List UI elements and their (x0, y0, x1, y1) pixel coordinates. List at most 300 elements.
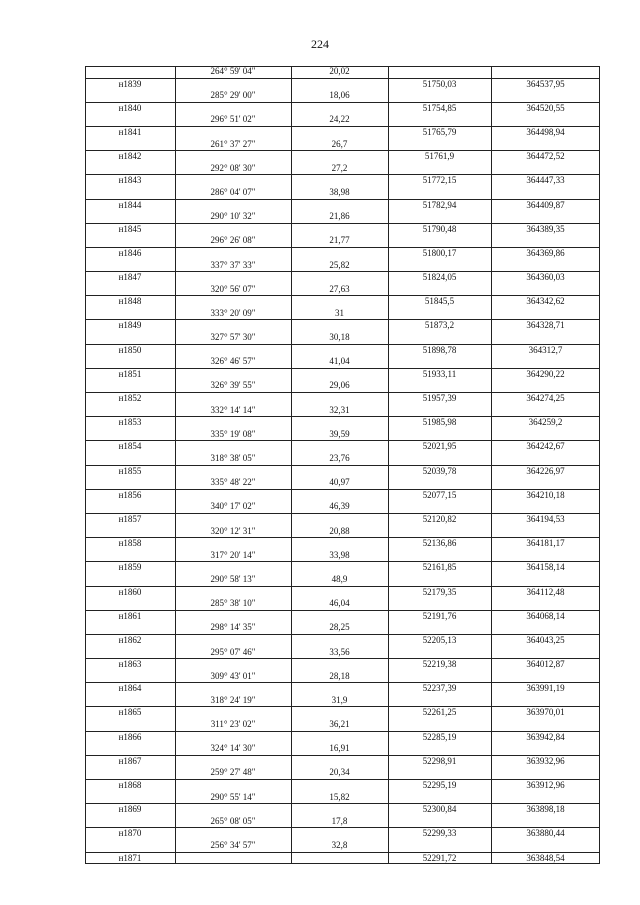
point-name-cell (85, 622, 175, 634)
angle-cell: 318° 24' 19" (210, 694, 256, 705)
x-coordinate-cell: 52161,85 (422, 562, 457, 573)
y-coordinate-cell (491, 356, 600, 368)
table-row-point (85, 586, 600, 599)
x-coordinate-cell (388, 429, 491, 441)
point-name-cell (85, 550, 175, 562)
x-coordinate-cell (388, 308, 491, 320)
x-coordinate-cell: 51782,94 (422, 199, 457, 210)
angle-cell: 333° 20' 09" (210, 307, 256, 318)
table-row-point (85, 537, 600, 550)
distance-cell: 26,7 (331, 138, 348, 149)
x-coordinate-cell: 51898,78 (422, 344, 457, 355)
distance-cell: 46,39 (329, 501, 350, 512)
distance-cell: 28,18 (329, 670, 350, 681)
point-name-cell (85, 260, 175, 272)
distance-cell (291, 587, 388, 599)
distance-cell: 36,21 (329, 719, 350, 730)
table-row-segment (85, 429, 600, 441)
angle-cell: 264° 59' 04" (210, 66, 256, 76)
table-row-point (85, 78, 600, 91)
x-coordinate-cell: 51772,15 (422, 175, 457, 186)
distance-cell: 20,02 (329, 66, 350, 76)
angle-cell (175, 224, 291, 236)
angle-cell: 326° 46' 57" (210, 356, 256, 367)
distance-cell (291, 635, 388, 647)
x-coordinate-cell (388, 356, 491, 368)
point-name-cell (85, 235, 175, 247)
x-coordinate-cell (388, 211, 491, 223)
point-name-cell: н1861 (118, 610, 142, 621)
x-coordinate-cell (388, 767, 491, 779)
point-cell (85, 66, 175, 78)
x-coordinate-cell (388, 501, 491, 513)
distance-cell (291, 514, 388, 526)
point-name-cell (85, 743, 175, 755)
x-coordinate-cell (388, 840, 491, 852)
point-name-cell: н1870 (118, 828, 142, 839)
angle-cell: 265° 08' 05" (210, 815, 256, 826)
distance-cell (291, 320, 388, 332)
y-coordinate-cell: 364409,87 (526, 199, 565, 210)
y-coordinate-cell (491, 719, 600, 731)
distance-cell (291, 780, 388, 792)
table-row-point (85, 344, 600, 357)
point-name-cell: н1851 (118, 368, 142, 379)
point-name-cell: н1859 (118, 562, 142, 573)
table-row-segment (85, 163, 600, 175)
y-coordinate-cell: 364242,67 (526, 441, 565, 452)
angle-cell: 285° 29' 00" (210, 90, 256, 101)
angle-cell (175, 732, 291, 744)
table-row-point (85, 489, 600, 502)
point-name-cell (85, 332, 175, 344)
distance-cell: 30,18 (329, 332, 350, 343)
table-row-point (85, 755, 600, 768)
table-row-segment (85, 187, 600, 199)
x-coordinate-cell: 52136,86 (422, 538, 457, 549)
angle-cell: 320° 56' 07" (210, 283, 256, 294)
point-name-cell: н1857 (118, 513, 142, 524)
table-row-point (85, 465, 600, 478)
distance-cell: 41,04 (329, 356, 350, 367)
table-row-point (85, 319, 600, 332)
x-coordinate-cell: 52300,84 (422, 804, 457, 815)
table-row-point (85, 513, 600, 526)
y-coordinate-cell: 364537,95 (526, 78, 565, 89)
y-coordinate-cell: 364043,25 (526, 634, 565, 645)
y-coordinate-cell (491, 550, 600, 562)
point-name-cell: н1860 (118, 586, 142, 597)
distance-cell: 28,25 (329, 622, 350, 633)
point-name-cell (85, 526, 175, 538)
y-coordinate-cell: 364290,22 (526, 368, 565, 379)
angle-cell (175, 804, 291, 816)
distance-cell: 27,63 (329, 283, 350, 294)
y-coordinate-cell: 364194,53 (526, 513, 565, 524)
x-coordinate-cell (388, 284, 491, 296)
angle-cell: 335° 19' 08" (210, 428, 256, 439)
angle-cell (175, 248, 291, 260)
table-row-point (85, 223, 600, 236)
point-name-cell (85, 139, 175, 151)
distance-cell (291, 490, 388, 502)
x-coordinate-cell: 52120,82 (422, 513, 457, 524)
y-coordinate-cell (491, 139, 600, 151)
point-name-cell (85, 792, 175, 804)
x-coordinate-cell: 52237,39 (422, 683, 457, 694)
angle-cell: 259° 27' 48" (210, 767, 256, 778)
distance-cell (291, 127, 388, 139)
y-coordinate-cell (491, 671, 600, 683)
y-coordinate-cell (491, 163, 600, 175)
y-coordinate-cell (491, 211, 600, 223)
x-coordinate-cell: 51985,98 (422, 417, 457, 428)
y-coordinate-cell: 363932,96 (526, 755, 565, 766)
y-coordinate-cell: 364112,48 (526, 586, 565, 597)
x-coordinate-cell: 51873,2 (424, 320, 455, 331)
y-cell (491, 66, 600, 78)
table-row-segment (85, 574, 600, 586)
table-row-point (85, 392, 600, 405)
angle-cell: 298° 14' 35" (210, 622, 256, 633)
distance-cell (291, 224, 388, 236)
x-coordinate-cell (388, 598, 491, 610)
point-name-cell (85, 284, 175, 296)
distance-cell: 20,34 (329, 767, 350, 778)
angle-cell: 324° 14' 30" (210, 743, 256, 754)
point-name-cell (85, 598, 175, 610)
point-name-cell (85, 308, 175, 320)
x-coordinate-cell (388, 90, 491, 102)
y-coordinate-cell (491, 235, 600, 247)
y-coordinate-cell (491, 477, 600, 489)
table-row-first-segment (85, 66, 600, 78)
y-coordinate-cell: 364328,71 (526, 320, 565, 331)
x-coordinate-cell: 52191,76 (422, 610, 457, 621)
angle-cell (175, 320, 291, 332)
distance-cell (291, 296, 388, 308)
y-coordinate-cell (491, 90, 600, 102)
table-row-segment (85, 477, 600, 489)
point-name-cell: н1850 (118, 344, 142, 355)
y-coordinate-cell (491, 840, 600, 852)
distance-cell (291, 200, 388, 212)
table-row-segment (85, 792, 600, 804)
x-coordinate-cell (388, 163, 491, 175)
table-row-segment (85, 622, 600, 634)
x-coordinate-cell (388, 792, 491, 804)
y-coordinate-cell: 364274,25 (526, 393, 565, 404)
distance-cell: 21,77 (329, 235, 350, 246)
angle-cell (175, 635, 291, 647)
point-name-cell: н1856 (118, 489, 142, 500)
angle-cell (175, 780, 291, 792)
angle-cell: 326° 39' 55" (210, 380, 256, 391)
x-coordinate-cell (388, 139, 491, 151)
distance-cell: 15,82 (329, 791, 350, 802)
y-coordinate-cell (491, 647, 600, 659)
angle-cell: 290° 58' 13" (210, 573, 256, 584)
table-row-point (85, 126, 600, 139)
y-coordinate-cell (491, 598, 600, 610)
y-coordinate-cell (491, 187, 600, 199)
y-coordinate-cell: 364520,55 (526, 102, 565, 113)
x-coordinate-cell: 52219,38 (422, 659, 457, 670)
x-coordinate-cell: 52205,13 (422, 634, 457, 645)
y-coordinate-cell (491, 695, 600, 707)
angle-cell (175, 538, 291, 550)
x-coordinate-cell (388, 332, 491, 344)
table-row-segment (85, 260, 600, 272)
distance-cell (291, 248, 388, 260)
angle-cell (175, 707, 291, 719)
x-coordinate-cell: 52285,19 (422, 731, 457, 742)
y-coordinate-cell: 364068,14 (526, 610, 565, 621)
y-coordinate-cell: 363880,44 (526, 828, 565, 839)
table-row-point (85, 295, 600, 308)
point-name-cell (85, 574, 175, 586)
distance-cell (291, 345, 388, 357)
table-row-point (85, 271, 600, 284)
point-name-cell: н1854 (118, 441, 142, 452)
point-name-cell (85, 816, 175, 828)
point-name-cell: н1865 (118, 707, 142, 718)
distance-cell: 38,98 (329, 186, 350, 197)
table-row-point (85, 247, 600, 260)
angle-cell: 337° 37' 33" (210, 259, 256, 270)
x-coordinate-cell (388, 574, 491, 586)
angle-cell: 290° 10' 32" (210, 211, 256, 222)
y-coordinate-cell: 363912,96 (526, 780, 565, 791)
x-coordinate-cell: 51750,03 (422, 78, 457, 89)
distance-cell: 32,31 (329, 404, 350, 415)
angle-cell (175, 175, 291, 187)
angle-cell (175, 393, 291, 405)
x-coordinate-cell: 51790,48 (422, 223, 457, 234)
distance-cell: 24,22 (329, 114, 350, 125)
y-coordinate-cell (491, 429, 600, 441)
table-row-segment (85, 139, 600, 151)
x-coordinate-cell: 52261,25 (422, 707, 457, 718)
distance-cell: 31 (335, 307, 344, 318)
angle-cell: 286° 04' 07" (210, 186, 256, 197)
x-coordinate-cell: 51761,9 (424, 151, 455, 162)
table-row-segment (85, 695, 600, 707)
point-name-cell: н1869 (118, 804, 142, 815)
table-row-point (85, 102, 600, 115)
point-name-cell (85, 767, 175, 779)
x-coordinate-cell: 51824,05 (422, 272, 457, 283)
x-coordinate-cell (388, 380, 491, 392)
angle-cell (175, 562, 291, 574)
distance-cell (291, 756, 388, 768)
y-coordinate-cell: 364012,87 (526, 659, 565, 670)
y-coordinate-cell: 363848,54 (526, 852, 565, 863)
x-coordinate-cell: 51845,5 (424, 296, 455, 307)
y-coordinate-cell (491, 767, 600, 779)
x-coordinate-cell (388, 550, 491, 562)
distance-cell: 32,8 (331, 840, 348, 850)
y-coordinate-cell: 364259,2 (528, 417, 563, 428)
distance-cell (291, 732, 388, 744)
distance-cell (291, 369, 388, 381)
x-coordinate-cell: 52039,78 (422, 465, 457, 476)
point-name-cell (85, 695, 175, 707)
table-row-segment (85, 380, 600, 392)
y-coordinate-cell: 363991,19 (526, 683, 565, 694)
page-number: 224 (311, 37, 329, 51)
distance-cell: 39,59 (329, 428, 350, 439)
distance-cell: 29,06 (329, 380, 350, 391)
point-name-cell (85, 840, 175, 852)
x-coordinate-cell: 52021,95 (422, 441, 457, 452)
point-name-cell: н1863 (118, 659, 142, 670)
x-coordinate-cell: 51765,79 (422, 126, 457, 137)
point-name-cell (85, 163, 175, 175)
table-row-point (85, 658, 600, 671)
table-row-segment (85, 647, 600, 659)
distance-cell: 27,2 (331, 162, 348, 173)
point-name-cell: н1846 (118, 247, 142, 258)
x-coordinate-cell (388, 477, 491, 489)
point-name-cell (85, 671, 175, 683)
y-coordinate-cell: 364181,17 (526, 538, 565, 549)
point-name-cell (85, 380, 175, 392)
distance-cell (291, 562, 388, 574)
table-row-segment (85, 235, 600, 247)
point-name-cell: н1844 (118, 199, 142, 210)
point-name-cell (85, 453, 175, 465)
table-row-segment (85, 114, 600, 126)
distance-cell (291, 466, 388, 478)
y-coordinate-cell (491, 405, 600, 417)
distance-cell (291, 683, 388, 695)
angle-cell (175, 79, 291, 91)
table-row-segment (85, 671, 600, 683)
angle-cell (175, 103, 291, 115)
x-coordinate-cell: 51800,17 (422, 247, 457, 258)
x-coordinate-cell: 52295,19 (422, 780, 457, 791)
distance-cell: 33,56 (329, 646, 350, 657)
table-row-point (85, 416, 600, 429)
distance-cell: 21,86 (329, 211, 350, 222)
table-body (85, 66, 600, 864)
distance-cell (291, 611, 388, 623)
angle-cell: 311° 23' 02" (210, 719, 256, 730)
table-row-segment (85, 598, 600, 610)
y-coordinate-cell: 363942,84 (526, 731, 565, 742)
angle-cell: 332° 14' 14" (210, 404, 256, 415)
distance-cell: 40,97 (329, 477, 350, 488)
table-row-point (85, 150, 600, 163)
x-coordinate-cell: 52291,72 (422, 852, 457, 863)
y-coordinate-cell (491, 743, 600, 755)
table-row-point (85, 368, 600, 381)
distance-cell (291, 538, 388, 550)
x-coordinate-cell: 51754,85 (422, 102, 457, 113)
distance-cell: 23,76 (329, 453, 350, 463)
table-row-segment (85, 719, 600, 731)
point-name-cell: н1848 (118, 296, 142, 307)
table-row-segment (85, 743, 600, 755)
table-row-point (85, 561, 600, 574)
x-coordinate-cell: 52077,15 (422, 489, 457, 500)
y-coordinate-cell: 364158,14 (526, 562, 565, 573)
distance-cell: 18,06 (329, 90, 350, 101)
y-coordinate-cell: 364447,33 (526, 175, 565, 186)
angle-cell: 296° 51' 02" (210, 114, 256, 125)
point-name-cell: н1843 (118, 175, 142, 186)
point-name-cell (85, 114, 175, 126)
column-divider (175, 66, 176, 864)
distance-cell (291, 272, 388, 284)
y-coordinate-cell: 364210,18 (526, 489, 565, 500)
point-name-cell (85, 356, 175, 368)
angle-cell (175, 417, 291, 429)
y-coordinate-cell (491, 284, 600, 296)
point-name-cell (85, 647, 175, 659)
table-row-point (85, 440, 600, 453)
angle-cell (175, 345, 291, 357)
point-name-cell: н1840 (118, 102, 142, 113)
y-coordinate-cell (491, 622, 600, 634)
y-coordinate-cell (491, 816, 600, 828)
table-row-point (85, 634, 600, 647)
table-row-point (85, 852, 600, 865)
distance-cell: 20,88 (329, 525, 350, 536)
table-row-segment (85, 550, 600, 562)
y-coordinate-cell: 364342,62 (526, 296, 565, 307)
angle-cell (175, 683, 291, 695)
x-coordinate-cell: 52298,91 (422, 755, 457, 766)
distance-cell: 16,91 (329, 743, 350, 754)
point-name-cell: н1858 (118, 538, 142, 549)
x-coordinate-cell: 52179,35 (422, 586, 457, 597)
point-name-cell (85, 477, 175, 489)
point-name-cell: н1866 (118, 731, 142, 742)
angle-cell: 292° 08' 30" (210, 162, 256, 173)
angle-cell: 317° 20' 14" (210, 549, 256, 560)
y-coordinate-cell: 363970,01 (526, 707, 565, 718)
x-coordinate-cell (388, 816, 491, 828)
y-coordinate-cell (491, 453, 600, 465)
point-name-cell: н1862 (118, 634, 142, 645)
angle-cell: 318° 38' 05" (210, 453, 256, 463)
angle-cell: 256° 34' 57" (210, 840, 256, 850)
angle-cell: 340° 17' 02" (210, 501, 256, 512)
x-coordinate-cell (388, 187, 491, 199)
table-row-point (85, 731, 600, 744)
table-row-segment (85, 405, 600, 417)
point-name-cell: н1842 (118, 151, 142, 162)
distance-cell (291, 853, 388, 865)
y-coordinate-cell (491, 792, 600, 804)
angle-cell: 261° 37' 27" (210, 138, 256, 149)
point-name-cell (85, 187, 175, 199)
angle-cell (175, 828, 291, 840)
point-name-cell (85, 719, 175, 731)
y-coordinate-cell: 364369,86 (526, 247, 565, 258)
x-cell (388, 66, 491, 78)
distance-cell (291, 151, 388, 163)
x-coordinate-cell (388, 743, 491, 755)
x-coordinate-cell (388, 526, 491, 538)
angle-cell (175, 659, 291, 671)
point-name-cell (85, 405, 175, 417)
distance-cell (291, 103, 388, 115)
point-name-cell (85, 501, 175, 513)
table-row-point (85, 682, 600, 695)
